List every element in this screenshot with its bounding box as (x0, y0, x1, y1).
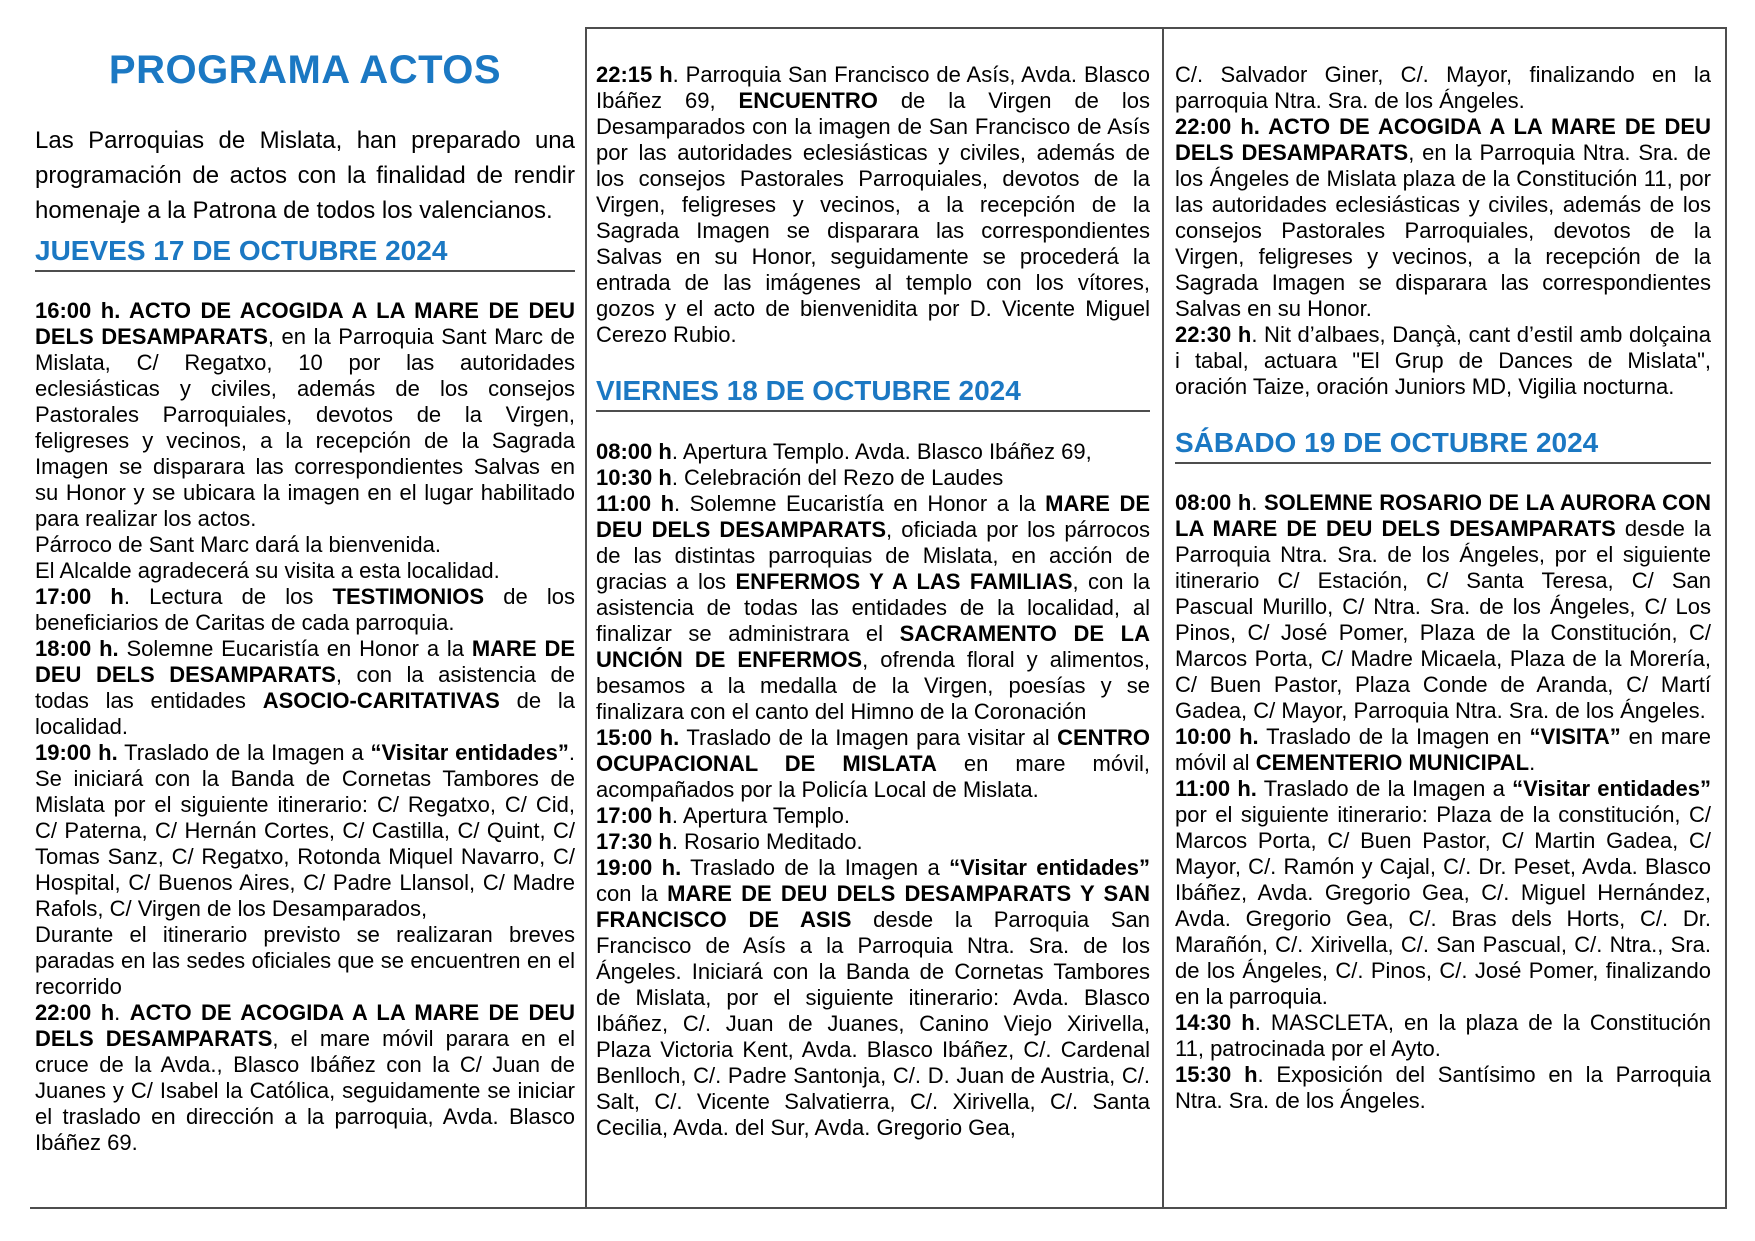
schedule-item-2200 (35, 1000, 575, 1156)
bold-text-run: CENTRO OCUPACIONAL DE MISLATA (596, 725, 1151, 776)
bold-text-run: 08:00 h (1175, 490, 1252, 515)
text-run: . Solemne Eucaristía en Honor a la (674, 491, 1046, 516)
schedule-item-2215 (596, 62, 1150, 348)
bold-text-run: “Visitar entidades” (949, 855, 1150, 880)
text-run: . Exposición del Santísimo en la Parroquia Ntra. Sra. de los Ángeles. (1175, 1062, 1711, 1113)
text-run: . (1529, 750, 1536, 775)
text-run: . Rosario Meditado. (671, 829, 863, 854)
text-run: . Celebración del Rezo de Laudes (671, 465, 1004, 490)
schedule-item-2200 (1175, 114, 1711, 322)
text-run: en mare móvil, acompañados por la Policía Local de Mislata. (596, 751, 1151, 802)
bold-text-run: CEMENTERIO MUNICIPAL (1255, 750, 1530, 775)
bold-text-run: 19:00 h. (35, 740, 118, 765)
text-run: de la localidad. (35, 688, 575, 739)
schedule-item-1900 (596, 855, 1150, 1141)
text-run: , con la asistencia de todas las entidades de la localidad, al finalizar se administrara el (596, 569, 1151, 646)
text-run: Las Parroquias de Mislata, han preparado una programación de actos con la finalidad de rendir homenaje a la Patrona de todos los valencianos. (35, 127, 575, 224)
schedule-item-1530 (1175, 1062, 1711, 1114)
bold-text-run: 10:00 h. (1175, 724, 1259, 749)
bold-text-run: 11:00 h (596, 491, 675, 516)
schedule-item-1500 (596, 725, 1150, 803)
bold-text-run: 11:00 h. (1175, 776, 1257, 801)
bold-text-run: 19:00 h. (596, 855, 682, 880)
paragraph (35, 922, 575, 1000)
text-run: , con la asistencia de todas las entidades (35, 662, 575, 713)
day-heading-viernes: VIERNES 18 DE OCTUBRE 2024 (596, 376, 1150, 412)
bold-text-run: MARE DE DEU DELS DESAMPARATS (35, 636, 576, 687)
text-run: Traslado de la Imagen en (1258, 724, 1530, 749)
schedule-item-0800 (1175, 490, 1711, 724)
bold-text-run: 14:30 h (1175, 1010, 1255, 1035)
bold-text-run: 10:30 h (596, 465, 672, 490)
text-run: , el mare móvil parara en el cruce de la Avda., Blasco Ibáñez con la C/ Juan de Juanes y C/ Isabel la Católica, seguidamente se iniciar el traslado en dirección a la parroquia, Avda. Blasco Ibáñez 69. (35, 1026, 575, 1155)
text-run: . Nit d’albaes, Dançà, cant d’estil amb dolçaina i tabal, actuara "El Grup de Dances de Mislata", oración Taize, oración Juniors MD, Vigilia nocturna. (1175, 322, 1711, 399)
text-run: , ofrenda floral y alimentos, besamos a la medalla de la Virgen, poesías y se finalizara con el canto del Himno de la Coronación (596, 647, 1150, 724)
bold-text-run: 22:30 h (1175, 322, 1252, 347)
schedule-item-1030 (596, 465, 1150, 491)
bold-text-run: 22:00 h (35, 1000, 115, 1025)
bold-text-run: 15:00 h. (596, 725, 680, 750)
text-run: de los beneficiarios de Caritas de cada parroquia. (35, 584, 575, 635)
schedule-item-0800 (596, 439, 1150, 465)
text-run: . Apertura Templo. Avda. Blasco Ibáñez 69, (671, 439, 1092, 464)
column-divider-1 (585, 27, 587, 1208)
bold-text-run: MARE DE DEU DELS DESAMPARATS (596, 491, 1151, 542)
document-title: PROGRAMA ACTOS (108, 48, 502, 92)
bold-text-run: ENCUENTRO (738, 88, 878, 113)
bold-text-run: 18:00 h. (35, 636, 119, 661)
paragraph (1175, 62, 1711, 114)
schedule-item-1700 (35, 584, 575, 636)
schedule-item-1100 (596, 491, 1150, 725)
text-run: Traslado de la Imagen a (681, 855, 950, 880)
bold-text-run: ACTO DE ACOGIDA A LA MARE DE DEU DELS DESAMPARATS (35, 1000, 575, 1051)
bold-text-run: 16:00 h. ACTO DE ACOGIDA A LA MARE DE DEU DELS DESAMPARATS (35, 298, 575, 349)
text-run: en mare móvil al (1175, 724, 1711, 775)
text-run: , en la Parroquia Ntra. Sra. de los Ángeles de Mislata plaza de la Constitución 11, por las autoridades eclesiásticas y civiles, además de los consejos Pastorales Parroquiales, devotos de la Virgen, feligreses y vecinos, a la recepción de la Sagrada Imagen se disparara las correspondientes Salvas en su Honor. (1175, 140, 1712, 321)
text-run: por el siguiente itinerario: Plaza de la constitución, C/ Marcos Porta, C/ Buen Pastor, C/ Martin Gadea, C/ Mayor, C/. Ramón y Cajal, C/. Dr. Peset, Avda. Blasco Ibáñez, Avda. Gregorio Gea, C/. Miguel Hernández, Avda. Gregorio Gea, C/. Bras dels Horts, C/. Dr. Marañón, C/. Xirivella, C/. San Pascual, C/. Ntra., Sra. de los Ángeles, C/. Pinos, C/. José Pomer, finalizando en la parroquia. (1175, 802, 1711, 1009)
bold-text-run: MARE DE DEU DELS DESAMPARATS Y SAN FRANCISCO DE ASIS (596, 881, 1150, 932)
text-run: , en la Parroquia Sant Marc de Mislata, C/ Regatxo, 10 por las autoridades eclesiásticas y civiles, además de los consejos Pastorales Parroquiales, devotos de la Virgen, feligreses y vecinos, a la recepción de la Sagrada Imagen se disparara las correspondientes Salvas en su Honor y se ubicara la imagen en el lugar habilitado para realizar los actos. (35, 324, 575, 531)
paragraph (35, 532, 575, 558)
text-run: desde la Parroquia San Francisco de Asís a la Parroquia Ntra. Sra. de los Ángeles. Iniciará con la Banda de Cornetas Tambores de Mislata, por el siguiente itinerario: Avda. Blasco Ibáñez, C/. Juan de Juanes, Canino Viejo Xirivella, Plaza Victoria Kent, Avda. Blasco Ibáñez, C/. Cardenal Benlloch, C/. Padre Santonja, C/. D. Juan de Austria, C/. Salt, C/. Vicente Salvatierra, C/. Xirivella, C/. Santa Cecilia, Avda. del Sur, Avda. Gregorio Gea, (596, 907, 1150, 1140)
bold-text-run: 22:00 h. ACTO DE ACOGIDA A LA MARE DE DEU DELS DESAMPARATS (1175, 114, 1711, 165)
text-run: con la (596, 881, 668, 906)
bold-text-run: 17:30 h (596, 829, 672, 854)
column-3 (1175, 0, 1711, 1114)
paragraph (35, 558, 575, 584)
bold-text-run: TESTIMONIOS (332, 584, 485, 609)
bold-text-run: SOLEMNE ROSARIO DE LA AURORA CON LA MARE DE DEU DELS DESAMPARATS (1175, 490, 1712, 541)
bold-text-run: 17:00 h (596, 803, 672, 828)
intro-paragraph (35, 123, 575, 228)
text-run: . Se iniciará con la Banda de Cornetas Tambores de Mislata por el siguiente itinerario: C/ Regatxo, C/ Cid, C/ Paterna, C/ Hernán Cortes, C/ Castilla, C/ Quint, C/ Tomas Sanz, C/ Regatxo, Rotonda Miquel Navarro, C/ Hospital, C/ Buenos Aires, C/ Padre Llansol, C/ Madre Rafols, C/ Virgen de los Desamparados, (35, 740, 575, 921)
text-run: Traslado de la Imagen a (117, 740, 371, 765)
schedule-item-1900 (35, 740, 575, 922)
schedule-item-1800 (35, 636, 575, 740)
text-run: desde la Parroquia Ntra. Sra. de los Ángeles, por el siguiente itinerario C/ Estación, C/ Santa Teresa, C/ San Pascual Murillo, C/ Ntra. Sra. de los Ángeles, C/ Los Pinos, C/ José Pomer, Plaza de la Constitución, C/ Marcos Porta, C/ Madre Micaela, Plaza de la Morería, C/ Buen Pastor, Plaza Conde de Aranda, C/ Martí Gadea, C/ Mayor, Parroquia Ntra. Sra. de los Ángeles. (1175, 516, 1711, 723)
text-run: de la Virgen de los Desamparados con la imagen de San Francisco de Asís por las autoridades eclesiásticas y civiles, además de los consejos Pastorales Parroquiales, devotos de la Virgen, feligreses y vecinos, a la recepción de la Sagrada Imagen se disparara las correspondientes Salvas en su Honor, seguidamente se procederá la entrada de las imágenes al templo con los vítores, gozos y el acto de bienvenidita por D. Vicente Miguel Cerezo Rubio. (596, 88, 1150, 347)
bold-text-run: 22:15 h (596, 62, 673, 87)
bold-text-run: 17:00 h (35, 584, 124, 609)
day-heading-sábado: SÁBADO 19 DE OCTUBRE 2024 (1175, 428, 1711, 464)
text-run: . (114, 1000, 130, 1025)
text-run: C/. Salvador Giner, C/. Mayor, finalizando en la parroquia Ntra. Sra. de los Ángeles. (1175, 62, 1711, 113)
schedule-item-1700 (596, 803, 1150, 829)
text-run: . Lectura de los (123, 584, 333, 609)
column-2 (596, 0, 1150, 1141)
text-run: Traslado de la Imagen a (1256, 776, 1513, 801)
text-run: Solemne Eucaristía en Honor a la (118, 636, 472, 661)
column-1 (35, 0, 575, 1156)
bold-text-run: SACRAMENTO DE LA UNCIÓN DE ENFERMOS (596, 621, 1150, 672)
text-run: . MASCLETA, en la plaza de la Constitución 11, patrocinada por el Ayto. (1175, 1010, 1711, 1061)
schedule-item-1000 (1175, 724, 1711, 776)
text-run: . Parroquia San Francisco de Asís, Avda. Blasco Ibáñez 69, (596, 62, 1150, 113)
text-run: El Alcalde agradecerá su visita a esta localidad. (35, 558, 500, 583)
day-heading-jueves: JUEVES 17 DE OCTUBRE 2024 (35, 236, 575, 272)
bold-text-run: 15:30 h (1175, 1062, 1258, 1087)
text-run: . Apertura Templo. (671, 803, 850, 828)
schedule-item-1430 (1175, 1010, 1711, 1062)
bold-text-run: “Visitar entidades” (370, 740, 569, 765)
bold-text-run: 08:00 h (596, 439, 672, 464)
text-run: . (1251, 490, 1264, 515)
bold-text-run: “VISITA” (1529, 724, 1621, 749)
schedule-item-1600 (35, 298, 575, 532)
bold-text-run: ENFERMOS Y A LAS FAMILIAS (735, 569, 1073, 594)
column-divider-2 (1162, 27, 1164, 1208)
bold-text-run: ASOCIO-CARITATIVAS (262, 688, 500, 713)
text-run: , oficiada por los párrocos de las distintas parroquias de Mislata, en acción de gracias a los (596, 517, 1151, 594)
schedule-item-1730 (596, 829, 1150, 855)
text-run: Traslado de la Imagen para visitar al (679, 725, 1058, 750)
text-run: Párroco de Sant Marc dará la bienvenida. (35, 532, 442, 557)
schedule-item-2230 (1175, 322, 1711, 400)
table-right-border (1725, 27, 1727, 1208)
table-bottom-border (30, 1207, 1727, 1209)
text-run: Durante el itinerario previsto se realizaran breves paradas en las sedes oficiales que se encuentren en el recorrido (35, 922, 575, 999)
schedule-item-1100 (1175, 776, 1711, 1010)
bold-text-run: “Visitar entidades” (1512, 776, 1712, 801)
